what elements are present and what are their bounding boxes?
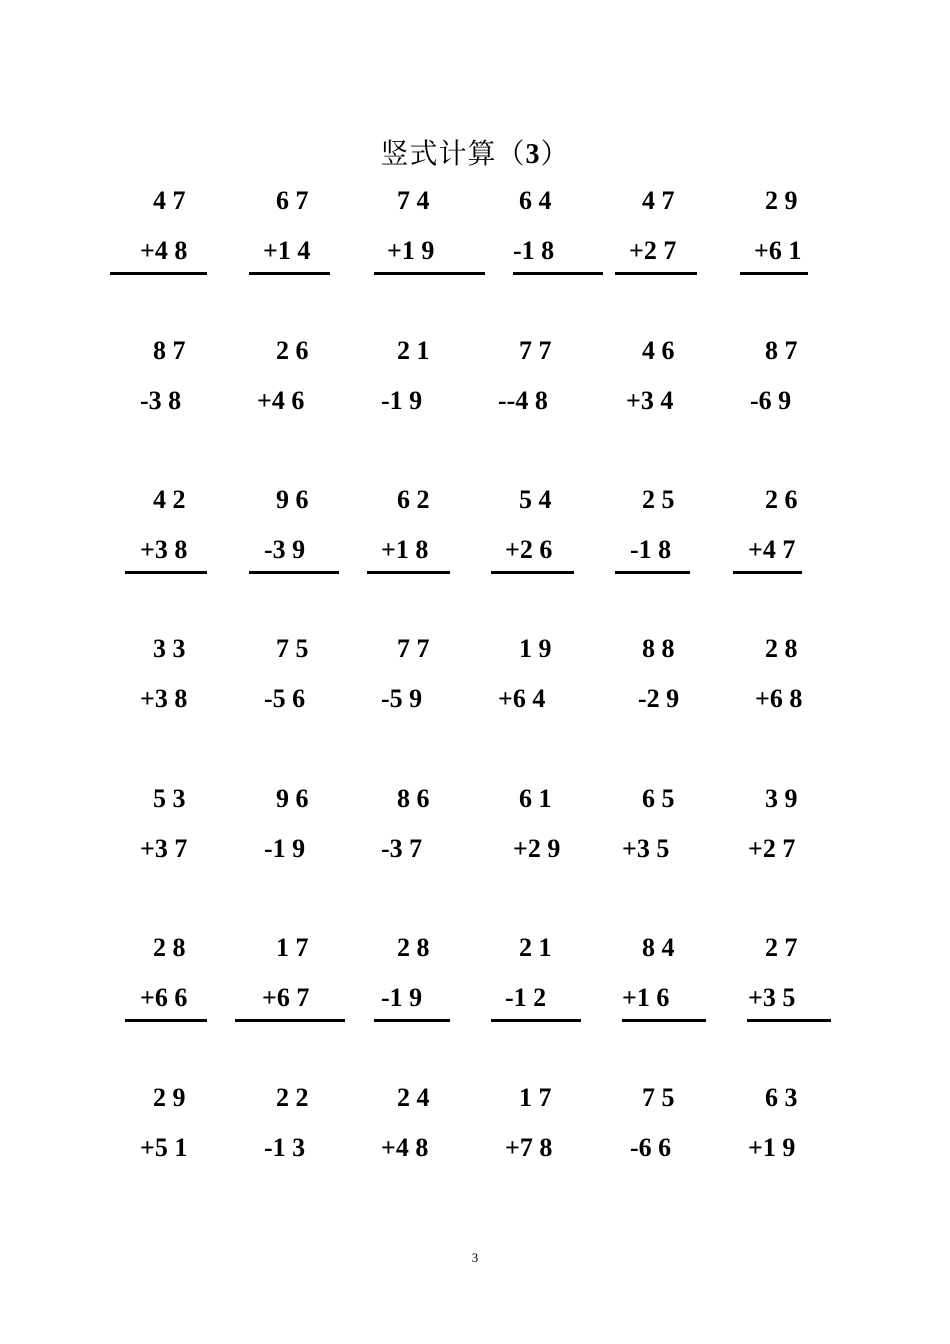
problem-top-number: 4 6	[642, 336, 675, 365]
answer-line	[125, 1019, 207, 1022]
problem-top-number: 6 3	[765, 1083, 798, 1112]
problem-top-number: 7 5	[642, 1083, 675, 1112]
problem-top-number: 2 8	[153, 933, 186, 962]
problem-bottom-operand: -3 7	[381, 834, 423, 863]
problem-bottom-operand: +1 8	[381, 535, 429, 564]
problem-top-number: 7 4	[397, 186, 430, 215]
problem-top-number: 6 1	[519, 784, 552, 813]
problem-top-number: 5 4	[519, 485, 552, 514]
problem-bottom-operand: +6 1	[754, 236, 802, 265]
problem-top-number: 3 3	[153, 634, 186, 663]
problem-bottom-operand: -1 9	[264, 834, 306, 863]
problem-bottom-operand: +4 8	[140, 236, 188, 265]
problem-bottom-operand: +3 8	[140, 535, 188, 564]
problem-bottom-operand: -2 9	[638, 684, 680, 713]
problem-top-number: 4 7	[642, 186, 675, 215]
problem-top-number: 6 4	[519, 186, 552, 215]
answer-line	[615, 571, 690, 574]
problem-bottom-operand: -1 8	[630, 535, 672, 564]
answer-line	[622, 1019, 706, 1022]
problem-top-number: 8 4	[642, 933, 675, 962]
answer-line	[249, 272, 330, 275]
problem-bottom-operand: +2 7	[629, 236, 677, 265]
problem-bottom-operand: +6 7	[262, 983, 310, 1012]
page-number: 3	[471, 1250, 479, 1265]
problem-bottom-operand: +1 9	[748, 1133, 796, 1162]
problem-bottom-operand: +6 8	[755, 684, 803, 713]
answer-line	[615, 272, 697, 275]
problem-bottom-operand: -1 3	[264, 1133, 306, 1162]
problem-top-number: 2 4	[397, 1083, 430, 1112]
problem-top-number: 5 3	[153, 784, 186, 813]
answer-line	[733, 571, 802, 574]
problem-top-number: 6 5	[642, 784, 675, 813]
problem-top-number: 2 9	[153, 1083, 186, 1112]
problem-bottom-operand: +3 4	[626, 386, 674, 415]
problem-bottom-operand: +2 9	[513, 834, 561, 863]
answer-line	[491, 1019, 581, 1022]
answer-line	[513, 272, 603, 275]
problem-bottom-operand: +4 8	[381, 1133, 429, 1162]
answer-line	[125, 571, 207, 574]
problem-top-number: 2 2	[276, 1083, 309, 1112]
problem-bottom-operand: -1 9	[381, 983, 423, 1012]
problem-bottom-operand: --4 8	[498, 386, 548, 415]
problem-bottom-operand: -6 9	[750, 386, 792, 415]
problem-top-number: 2 7	[765, 933, 798, 962]
problem-top-number: 9 6	[276, 784, 309, 813]
problem-top-number: 8 7	[765, 336, 798, 365]
answer-line	[367, 571, 450, 574]
problem-bottom-operand: -1 8	[513, 236, 555, 265]
problem-top-number: 1 9	[519, 634, 552, 663]
problem-bottom-operand: +3 5	[748, 983, 796, 1012]
problem-top-number: 8 7	[153, 336, 186, 365]
answer-line	[747, 1019, 831, 1022]
problem-bottom-operand: +1 4	[263, 236, 311, 265]
problem-bottom-operand: +5 1	[140, 1133, 188, 1162]
answer-line	[235, 1019, 345, 1022]
problem-bottom-operand: -3 9	[264, 535, 306, 564]
problem-top-number: 2 6	[276, 336, 309, 365]
problem-top-number: 8 8	[642, 634, 675, 663]
title-close: ）	[540, 139, 570, 170]
problem-top-number: 7 5	[276, 634, 309, 663]
problem-top-number: 1 7	[519, 1083, 552, 1112]
problem-top-number: 8 6	[397, 784, 430, 813]
problem-bottom-operand: +6 6	[140, 983, 188, 1012]
title-number: 3	[525, 139, 541, 170]
problem-top-number: 1 7	[276, 933, 309, 962]
problem-bottom-operand: +4 7	[748, 535, 796, 564]
problem-top-number: 9 6	[276, 485, 309, 514]
answer-line	[740, 272, 808, 275]
problem-bottom-operand: +1 9	[387, 236, 435, 265]
problem-bottom-operand: -5 6	[264, 684, 306, 713]
problem-top-number: 2 8	[765, 634, 798, 663]
title-main: 竖式计算（	[380, 139, 526, 170]
problem-top-number: 2 5	[642, 485, 675, 514]
problem-bottom-operand: +6 4	[498, 684, 546, 713]
problem-top-number: 2 1	[397, 336, 430, 365]
answer-line	[374, 1019, 450, 1022]
problem-bottom-operand: +2 7	[748, 834, 796, 863]
problem-bottom-operand: +4 6	[257, 386, 305, 415]
problem-bottom-operand: -1 9	[381, 386, 423, 415]
answer-line	[491, 571, 574, 574]
problem-top-number: 3 9	[765, 784, 798, 813]
problem-bottom-operand: +2 6	[505, 535, 553, 564]
problem-top-number: 4 2	[153, 485, 186, 514]
problem-top-number: 2 6	[765, 485, 798, 514]
answer-line	[374, 272, 485, 275]
problem-bottom-operand: -3 8	[140, 386, 182, 415]
problem-bottom-operand: -6 6	[630, 1133, 672, 1162]
problem-bottom-operand: -5 9	[381, 684, 423, 713]
problem-bottom-operand: +1 6	[622, 983, 670, 1012]
problem-top-number: 7 7	[519, 336, 552, 365]
problem-top-number: 2 1	[519, 933, 552, 962]
problem-top-number: 2 9	[765, 186, 798, 215]
problem-top-number: 6 7	[276, 186, 309, 215]
answer-line	[110, 272, 207, 275]
problem-top-number: 7 7	[397, 634, 430, 663]
problem-top-number: 6 2	[397, 485, 430, 514]
problem-bottom-operand: +3 8	[140, 684, 188, 713]
problem-bottom-operand: +3 5	[622, 834, 670, 863]
problem-top-number: 2 8	[397, 933, 430, 962]
problem-top-number: 4 7	[153, 186, 186, 215]
problem-bottom-operand: +3 7	[140, 834, 188, 863]
problem-bottom-operand: +7 8	[505, 1133, 553, 1162]
answer-line	[249, 571, 339, 574]
problem-bottom-operand: -1 2	[505, 983, 547, 1012]
